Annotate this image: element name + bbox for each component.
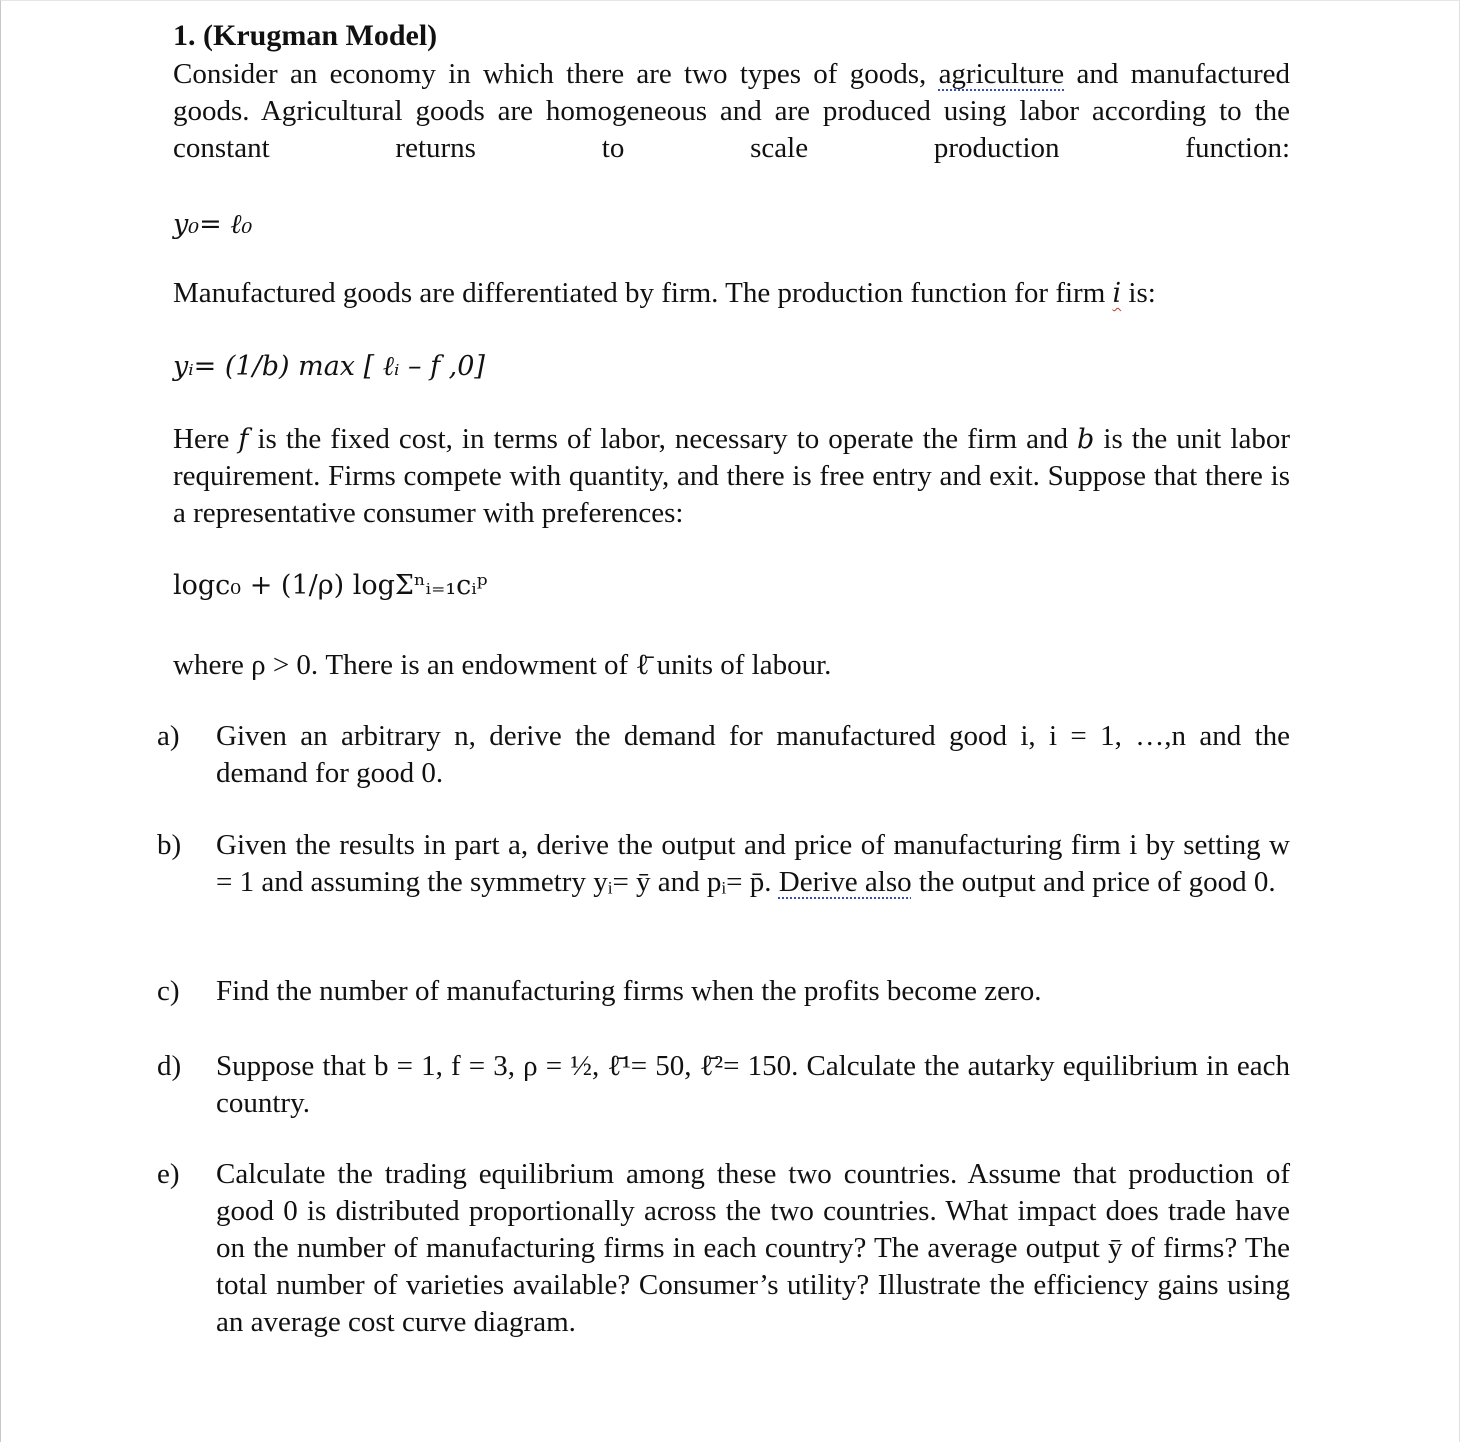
item-label-d: d) [157,1050,182,1082]
here-b-var: b [1077,424,1095,455]
list-item [157,827,1290,901]
manuf-text-2: is: [1128,277,1156,309]
intro-text-1: Consider an economy in which there are two types of goods, [173,58,927,90]
list-item [157,718,1290,792]
utility-equation: logc₀ + (1/ρ) logΣⁿᵢ₌₁cᵢᵖ [173,570,488,601]
item-label-c: c) [157,975,180,1007]
list-item [157,1156,1290,1341]
here-text-3: is the unit labor requirement. Firms compete with quantity, and there is free entry and exit. Suppose that there is a representative consumer with preferences: [173,423,1290,529]
item-text-b [216,827,1290,901]
manufactured-paragraph [173,275,1303,312]
agriculture-equation: y₀= ℓ₀ [173,209,253,240]
manuf-firm-var: i [1112,278,1122,309]
item-label-a: a) [157,720,180,752]
item-text-c: Find the number of manufacturing firms when the profits become zero. [216,975,1042,1007]
item-text-e: Calculate the trading equilibrium among these two countries. Assume that production of good 0 is distributed proportionally across the two countries. What impact does trade have on the number of manufacturing firms in each country? The average output ȳ of firms? The total number of varieties available? Consumer’s utility? Illustrate the efficiency gains using an average cost curve diagram. [216,1158,1290,1338]
item-b-text-2: the output and price of good 0. [918,866,1276,898]
item-b-underlined: Derive also [778,866,912,898]
fixed-cost-paragraph [173,421,1290,532]
here-text-2: is the fixed cost, in terms of labor, necessary to operate the firm and [257,423,1068,455]
manuf-text-1: Manufactured goods are differentiated by firm. The production function for firm [173,277,1106,309]
here-f-var: f [238,424,249,455]
problem-heading: 1. (Krugman Model) [173,19,438,52]
manufacturing-equation: yᵢ= (1/b) max [ ℓᵢ – f ,0] [173,351,485,382]
list-item [157,1048,1290,1122]
endowment-sentence: where ρ > 0. There is an endowment of ℓ̄ units of labour. [173,649,832,681]
item-label-e: e) [157,1158,180,1190]
item-b-text-1: Given the results in part a, derive the output and price of manufacturing firm i by setting w = 1 and assuming the symmetry yᵢ= ȳ and pᵢ= p̄. [216,829,1290,898]
item-text-a: Given an arbitrary n, derive the demand for manufactured good i, i = 1, …,n and the demand for good 0. [216,720,1290,789]
intro-underlined-word: agriculture [938,58,1065,90]
item-text-d: Suppose that b = 1, f = 3, ρ = ½, ℓ̄¹= 50, ℓ̄²= 150. Calculate the autarky equilibrium in each country. [216,1050,1290,1119]
list-item [157,973,1290,1010]
intro-text-2: and manufactured goods. Agricultural goods are homogeneous and are produced using labor according to the constant returns to scale production function: [173,58,1291,164]
here-text-1: Here [173,423,230,455]
item-label-b: b) [157,829,182,861]
intro-paragraph [173,56,1290,167]
